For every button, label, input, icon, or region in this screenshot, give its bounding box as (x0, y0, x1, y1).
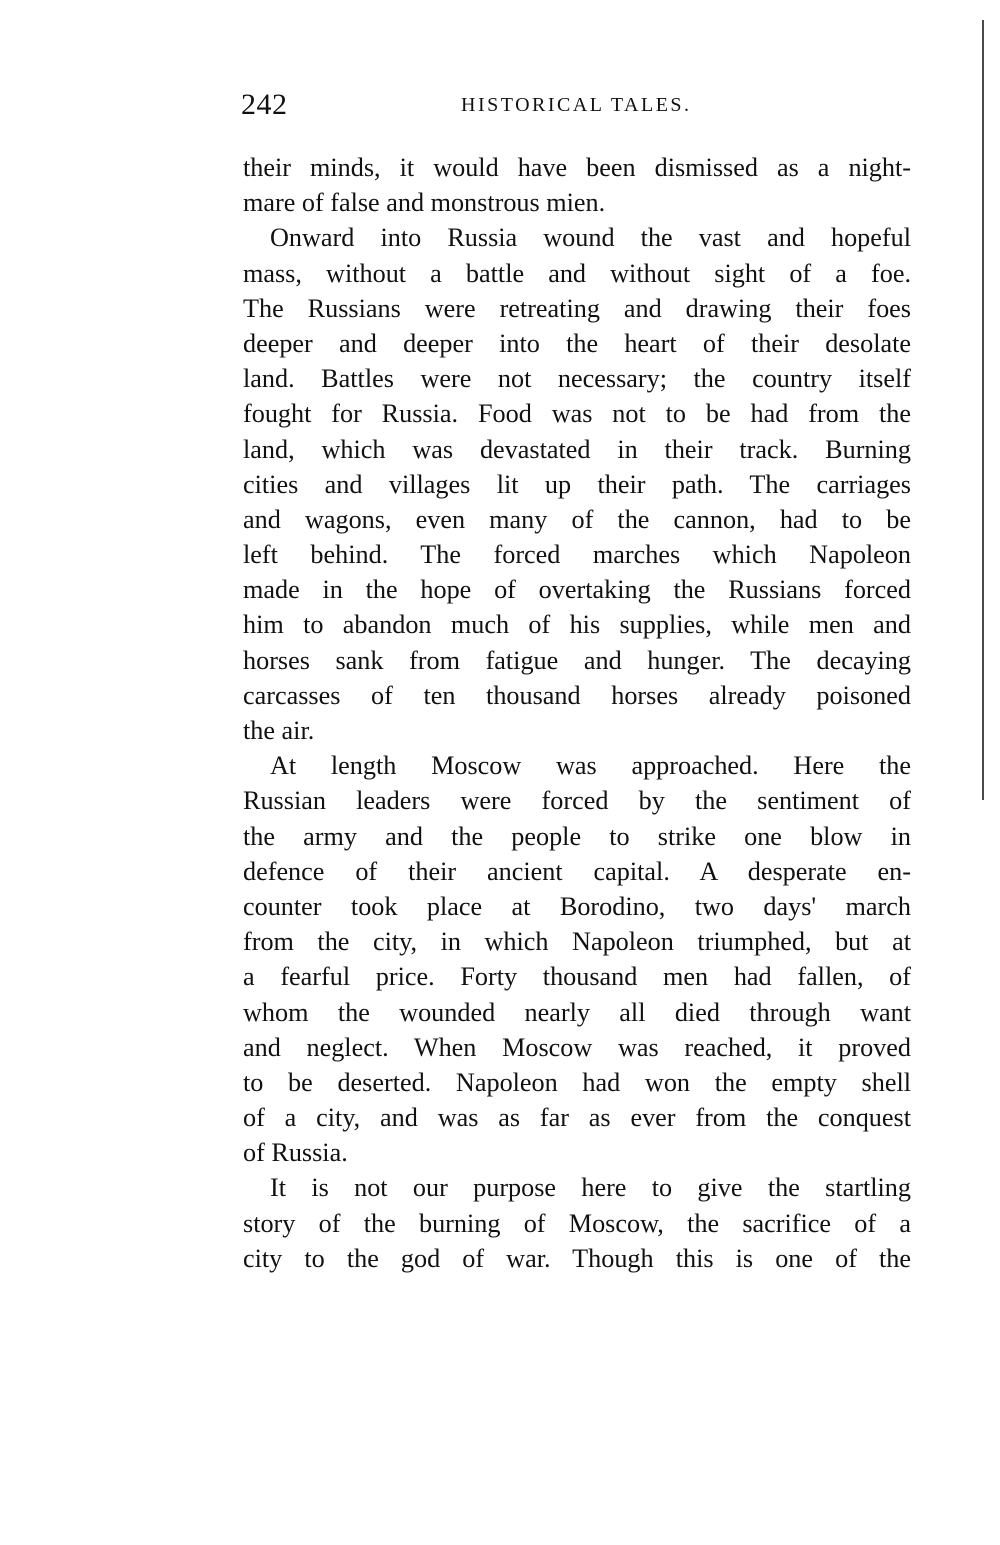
page-number: 242 (241, 88, 288, 121)
text-line: carcasses of ten thousand horses already poisoned (243, 680, 911, 710)
text-line: counter took place at Borodino, two days' march (243, 891, 911, 921)
text-line: deeper and deeper into the heart of their desolate (243, 328, 911, 358)
text-line: story of the burning of Moscow, the sacrifice of a (243, 1208, 911, 1238)
page-edge-line (982, 20, 984, 800)
text-line: Onward into Russia wound the vast and hopeful (270, 223, 911, 253)
text-line: horses sank from fatigue and hunger. The decaying (243, 645, 911, 675)
text-line: and neglect. When Moscow was reached, it proved (243, 1032, 911, 1062)
page-header (241, 88, 911, 128)
text-line: Russian leaders were forced by the sentiment of (243, 786, 911, 816)
text-line: left behind. The forced marches which Napoleon (243, 540, 911, 570)
running-head: HISTORICAL TALES. (461, 94, 692, 116)
text-line: the air. (243, 716, 315, 745)
text-line: land, which was devastated in their track. Burning (243, 434, 911, 464)
text-line: At length Moscow was approached. Here the (270, 751, 911, 781)
text-line: mare of false and monstrous mien. (243, 188, 606, 218)
text-line: him to abandon much of his supplies, while men and (243, 610, 911, 640)
text-line: a fearful price. Forty thousand men had fallen, of (243, 962, 911, 992)
text-line: of Russia. (243, 1138, 348, 1168)
text-line: fought for Russia. Food was not to be had from the (243, 399, 911, 429)
text-line: the army and the people to strike one blow in (243, 821, 911, 851)
text-line: city to the god of war. Though this is one of the (243, 1243, 911, 1273)
body-text (243, 150, 911, 1276)
text-line: land. Battles were not necessary; the country itself (243, 364, 911, 394)
text-line: made in the hope of overtaking the Russians forced (243, 575, 911, 605)
text-line: The Russians were retreating and drawing their foes (243, 293, 911, 323)
text-line: whom the wounded nearly all died through want (243, 997, 911, 1027)
text-line: and wagons, even many of the cannon, had to be (243, 504, 911, 534)
text-line: of a city, and was as far as ever from the conquest (243, 1103, 911, 1133)
text-line: cities and villages lit up their path. The carriages (243, 469, 911, 499)
text-line: mass, without a battle and without sight of a foe. (243, 258, 911, 288)
text-line: to be deserted. Napoleon had won the empty shell (243, 1067, 911, 1097)
text-line: defence of their ancient capital. A desperate en- (243, 856, 911, 886)
text-line: from the city, in which Napoleon triumphed, but at (243, 927, 911, 957)
text-line: It is not our purpose here to give the startling (270, 1173, 911, 1203)
text-line: their minds, it would have been dismissed as a night- (243, 153, 911, 182)
